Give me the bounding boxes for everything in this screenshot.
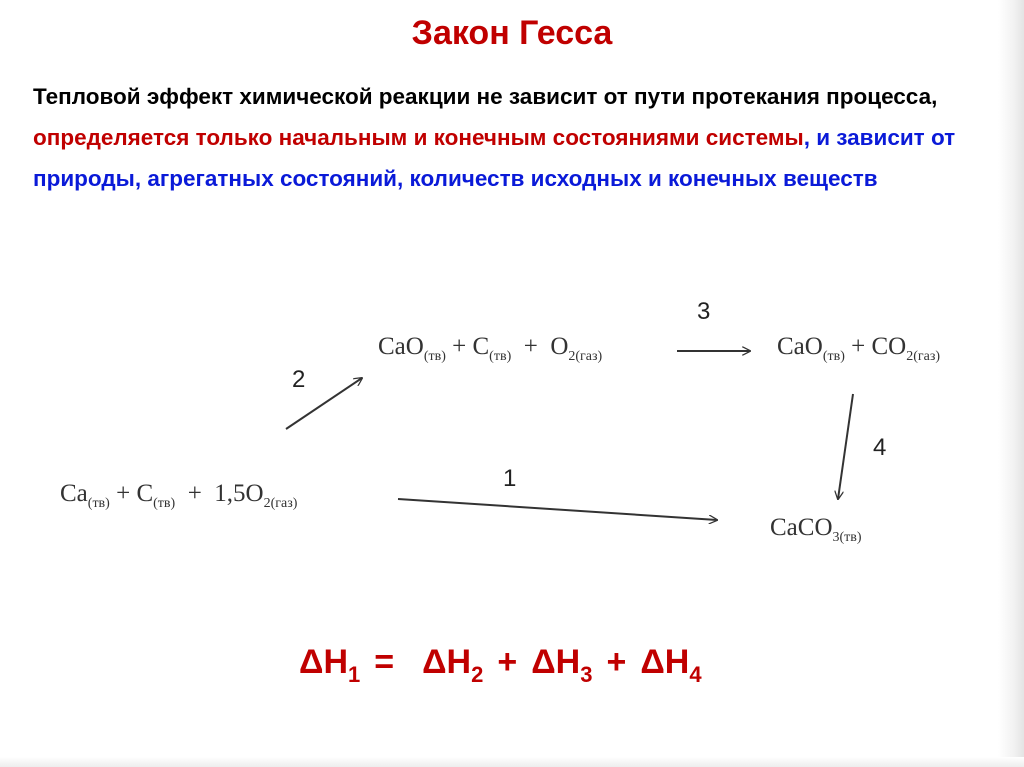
arrow-step-4 xyxy=(838,394,853,499)
intermediate-state-2: $CaO_{(тв)} + CO_{2(газ)}$ xyxy=(777,333,941,364)
arrow-step-1 xyxy=(398,499,717,520)
statement-part-red: определяется только начальным и конечным состояниями системы xyxy=(33,125,804,150)
step-label-3: 3 xyxy=(697,298,711,325)
statement-part-black: Тепловой эффект химической реакции не зависит от пути протекания процесса, xyxy=(33,84,938,109)
hess-equation: $\Delta H_1 = \Delta H_2 + \Delta H_3 + \Delta H_4$ xyxy=(299,643,702,687)
step-label-4: 4 xyxy=(873,434,887,461)
slide-title: Закон Гесса xyxy=(411,14,613,52)
intermediate-state-1: $CaO_{(тв)} + C_{(тв)} + O_{2(газ)}$ xyxy=(378,333,603,364)
final-state: CaCO$_{3(тв)}$ xyxy=(770,514,862,545)
initial-state: $Ca_{(тв)} + C_{(тв)} + 1,5O_{2(газ)}$ xyxy=(60,480,298,511)
step-label-2: 2 xyxy=(292,366,306,393)
step-label-1: 1 xyxy=(503,465,517,492)
statement-part-blue: , и зависит от природы, агрегатных состояний, количеств исходных и конечных веществ xyxy=(33,125,956,191)
